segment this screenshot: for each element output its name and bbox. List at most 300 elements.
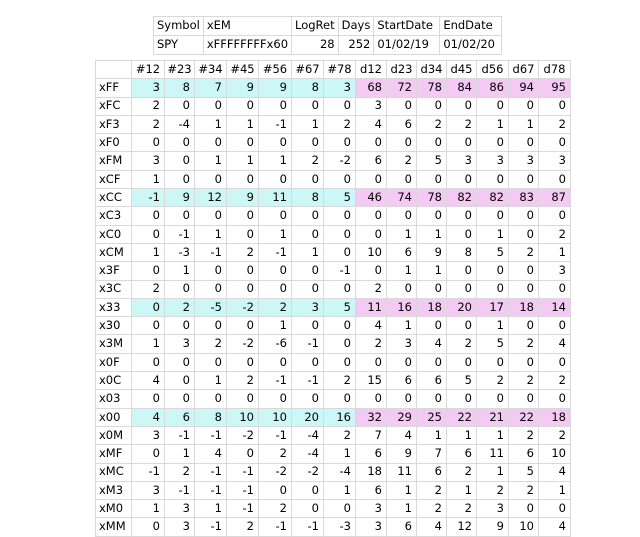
table-cell: 2 [539,225,571,243]
table-cell: 1 [539,481,571,499]
table-cell: 0 [509,134,539,152]
table-cell: 20 [292,408,324,426]
table-cell: 4 [356,317,387,335]
table-cell: 0 [227,170,259,188]
table-cell: 0 [417,390,447,408]
table-row [96,79,571,97]
table-cell: 1 [165,445,195,463]
table-cell: 18 [356,463,387,481]
table-cell: 11 [356,298,387,316]
table-cell: 0 [477,207,509,225]
table-cell: 4 [539,463,571,481]
table-cell: 3 [356,518,387,536]
table-cell: 1 [417,262,447,280]
table-cell: -1 [227,481,259,499]
table-row [96,481,571,499]
table-cell: -1 [132,189,165,207]
table-cell: 0 [324,335,356,353]
column-header: #23 [165,61,195,79]
table-cell: 8 [292,79,324,97]
table-cell: 1 [259,225,292,243]
table-cell: 22 [447,408,477,426]
table-cell: 4 [539,518,571,536]
table-cell: 4 [195,445,227,463]
table-cell: 0 [259,170,292,188]
column-header: #78 [324,61,356,79]
table-cell: 1 [132,335,165,353]
table-cell: 0 [292,134,324,152]
table-cell: 0 [292,500,324,518]
table-cell: 9 [387,445,417,463]
table-cell: 82 [477,189,509,207]
table-cell: 0 [387,353,417,371]
table-cell: 2 [509,243,539,261]
row-label: x33 [96,298,132,316]
table-cell: 0 [324,317,356,335]
table-cell: 18 [539,408,571,426]
table-cell: 0 [324,280,356,298]
table-cell: 3 [165,500,195,518]
table-cell: 0 [509,97,539,115]
table-cell: 0 [324,134,356,152]
table-cell: 0 [417,170,447,188]
column-header: d78 [539,61,571,79]
table-cell: 0 [259,134,292,152]
table-cell: 2 [324,115,356,133]
row-label: x03 [96,390,132,408]
row-label: x0F [96,353,132,371]
column-header: #56 [259,61,292,79]
table-cell: 0 [165,170,195,188]
table-cell: 6 [417,463,447,481]
table-cell: 0 [356,390,387,408]
table-cell: 0 [324,353,356,371]
row-label: xMM [96,518,132,536]
table-cell: 86 [477,79,509,97]
table-cell: 2 [447,463,477,481]
table-cell: 1 [132,170,165,188]
table-cell: 9 [165,189,195,207]
table-cell: 0 [447,262,477,280]
table-cell: 0 [539,97,571,115]
table-cell: 1 [477,426,509,444]
table-cell: 0 [132,134,165,152]
table-cell: 0 [509,170,539,188]
table-cell: 8 [165,79,195,97]
table-cell: 11 [259,189,292,207]
table-cell: 0 [447,280,477,298]
table-cell: 2 [477,481,509,499]
table-cell: 9 [477,518,509,536]
table-cell: 1 [387,500,417,518]
table-cell: 1 [477,463,509,481]
table-cell: 3 [387,335,417,353]
table-cell: 6 [509,445,539,463]
table-row [96,207,571,225]
table-cell: 3 [539,152,571,170]
table-cell: -2 [227,426,259,444]
table-cell: 4 [132,408,165,426]
table-cell: 9 [259,79,292,97]
table-cell: -4 [324,463,356,481]
table-cell: 4 [539,335,571,353]
table-cell: 20 [447,298,477,316]
table-cell: 2 [509,426,539,444]
table-cell: 1 [324,481,356,499]
table-cell: -1 [165,481,195,499]
table-cell: 0 [324,225,356,243]
table-cell: 0 [195,280,227,298]
row-label: x3C [96,280,132,298]
corner-cell [96,61,132,79]
table-cell: 0 [292,225,324,243]
summary-enddate-value: 01/02/20 [440,36,502,55]
table-cell: 1 [447,481,477,499]
table-cell: -1 [195,243,227,261]
column-header: d45 [447,61,477,79]
table-cell: 7 [195,79,227,97]
table-cell: 1 [195,372,227,390]
table-cell: 5 [324,298,356,316]
table-cell: 0 [356,353,387,371]
table-cell: 11 [387,463,417,481]
row-label: xCM [96,243,132,261]
table-cell: 0 [417,207,447,225]
table-cell: 0 [132,207,165,225]
summary-header-row [154,17,502,36]
table-cell: -5 [195,298,227,316]
table-cell: 0 [539,390,571,408]
table-cell: 2 [259,500,292,518]
table-cell: 1 [477,225,509,243]
table-cell: 0 [165,152,195,170]
table-cell: 1 [132,500,165,518]
table-cell: 0 [259,390,292,408]
table-cell: 0 [539,280,571,298]
summary-header-enddate: EndDate [440,17,502,36]
table-cell: 0 [387,390,417,408]
table-cell: 0 [227,225,259,243]
table-cell: 2 [132,115,165,133]
table-row [96,408,571,426]
table-cell: 0 [447,225,477,243]
table-cell: 9 [227,79,259,97]
table-cell: 0 [539,500,571,518]
table-cell: 0 [132,353,165,371]
table-cell: 11 [477,445,509,463]
row-label: xFM [96,152,132,170]
table-cell: 3 [132,481,165,499]
table-row [96,353,571,371]
table-cell: 10 [356,243,387,261]
table-cell: -2 [259,463,292,481]
table-cell: 87 [539,189,571,207]
table-cell: 0 [324,170,356,188]
table-cell: -3 [324,518,356,536]
table-cell: -1 [195,481,227,499]
table-cell: 0 [417,353,447,371]
table-cell: -1 [165,225,195,243]
table-cell: 0 [417,317,447,335]
table-cell: 0 [324,97,356,115]
column-header: d34 [417,61,447,79]
table-cell: 6 [387,372,417,390]
row-label: xMC [96,463,132,481]
table-cell: 16 [387,298,417,316]
table-cell: 0 [132,262,165,280]
table-cell: 0 [195,262,227,280]
table-cell: 72 [387,79,417,97]
table-cell: 1 [292,243,324,261]
table-cell: -1 [195,518,227,536]
table-cell: 0 [447,390,477,408]
table-cell: 32 [356,408,387,426]
table-cell: 3 [477,500,509,518]
table-cell: 0 [132,298,165,316]
table-cell: 82 [447,189,477,207]
table-cell: -2 [324,152,356,170]
table-row [96,243,571,261]
table-cell: 4 [132,372,165,390]
table-cell: 2 [477,372,509,390]
table-cell: 2 [227,372,259,390]
table-cell: 2 [356,335,387,353]
summary-header-logret: LogRet [292,17,339,36]
table-cell: 2 [417,481,447,499]
table-cell: 0 [292,262,324,280]
table-cell: 2 [387,152,417,170]
table-cell: 3 [356,97,387,115]
table-cell: 0 [477,97,509,115]
summary-header-xem: xEM [203,17,291,36]
table-cell: 2 [539,426,571,444]
table-cell: -1 [259,115,292,133]
table-cell: 0 [165,317,195,335]
table-cell: 0 [195,207,227,225]
table-cell: 4 [417,518,447,536]
table-cell: 0 [227,445,259,463]
table-cell: 1 [477,317,509,335]
table-cell: -1 [165,426,195,444]
table-row [96,115,571,133]
table-cell: 10 [509,518,539,536]
table-cell: 84 [447,79,477,97]
table-cell: -2 [227,298,259,316]
table-cell: 1 [165,262,195,280]
table-cell: 2 [259,298,292,316]
table-cell: 0 [227,134,259,152]
table-cell: 1 [387,262,417,280]
table-cell: 0 [165,390,195,408]
table-row [96,134,571,152]
table-cell: 1 [539,243,571,261]
table-cell: 2 [324,426,356,444]
table-cell: 7 [356,426,387,444]
table-cell: 1 [195,225,227,243]
table-cell: 0 [195,97,227,115]
table-cell: 0 [509,500,539,518]
table-cell: 0 [292,97,324,115]
table-cell: 6 [417,372,447,390]
table-cell: 0 [356,207,387,225]
table-cell: 3 [356,500,387,518]
table-cell: 0 [324,207,356,225]
table-cell: 3 [165,518,195,536]
table-cell: 0 [539,353,571,371]
table-cell: 0 [227,353,259,371]
table-cell: 4 [356,115,387,133]
row-label: xC3 [96,207,132,225]
table-cell: 2 [227,243,259,261]
table-cell: 12 [447,518,477,536]
table-cell: 6 [447,445,477,463]
column-header: #45 [227,61,259,79]
table-cell: -1 [259,372,292,390]
table-cell: 1 [195,152,227,170]
table-cell: 5 [324,189,356,207]
row-label: x00 [96,408,132,426]
table-cell: 0 [387,207,417,225]
table-cell: -1 [227,500,259,518]
table-cell: 3 [539,262,571,280]
table-cell: 0 [387,170,417,188]
table-cell: 0 [227,280,259,298]
table-cell: 3 [447,152,477,170]
table-cell: 0 [132,445,165,463]
table-cell: 2 [227,518,259,536]
table-cell: 0 [387,134,417,152]
table-cell: 2 [447,335,477,353]
table-row [96,189,571,207]
table-row [96,262,571,280]
table-cell: 9 [227,189,259,207]
table-cell: 3 [165,335,195,353]
column-header: #67 [292,61,324,79]
table-cell: 0 [227,262,259,280]
table-row [96,426,571,444]
table-cell: 0 [195,134,227,152]
table-row [96,463,571,481]
table-cell: 95 [539,79,571,97]
table-cell: 3 [509,152,539,170]
table-cell: -1 [195,463,227,481]
table-cell: 2 [292,152,324,170]
table-cell: 0 [356,170,387,188]
table-cell: 2 [165,298,195,316]
table-cell: 0 [132,225,165,243]
table-cell: 6 [356,481,387,499]
table-cell: -1 [259,426,292,444]
table-cell: -1 [292,335,324,353]
table-cell: 6 [356,445,387,463]
table-cell: 3 [132,79,165,97]
table-cell: -4 [165,115,195,133]
row-label: xCF [96,170,132,188]
table-cell: 2 [132,97,165,115]
table-cell: -1 [324,262,356,280]
table-cell: 1 [195,500,227,518]
table-cell: 0 [477,170,509,188]
table-cell: 1 [387,481,417,499]
table-cell: 2 [447,115,477,133]
table-cell: 1 [132,243,165,261]
table-cell: 5 [477,243,509,261]
table-cell: 10 [259,408,292,426]
table-cell: 8 [195,408,227,426]
table-cell: 2 [259,445,292,463]
column-header: #12 [132,61,165,79]
summary-days-value: 252 [338,36,374,55]
row-label: xM0 [96,500,132,518]
table-cell: 22 [509,408,539,426]
table-cell: 0 [292,481,324,499]
table-row [96,97,571,115]
table-cell: 4 [417,335,447,353]
table-cell: 2 [447,500,477,518]
table-cell: 0 [195,390,227,408]
table-cell: 12 [195,189,227,207]
table-cell: 0 [292,170,324,188]
table-cell: 74 [387,189,417,207]
table-cell: 1 [259,317,292,335]
table-cell: 1 [195,115,227,133]
row-label: xF3 [96,115,132,133]
table-cell: 0 [447,353,477,371]
table-cell: 1 [324,445,356,463]
column-header: #34 [195,61,227,79]
table-row [96,372,571,390]
table-cell: 2 [356,280,387,298]
table-cell: 17 [477,298,509,316]
table-cell: 6 [165,408,195,426]
table-cell: 0 [447,207,477,225]
table-cell: -2 [227,335,259,353]
table-cell: 2 [165,463,195,481]
summary-header-startdate: StartDate [374,17,440,36]
table-cell: 0 [259,97,292,115]
table-cell: 2 [417,115,447,133]
table-cell: 0 [292,207,324,225]
column-header: d67 [509,61,539,79]
table-cell: -2 [292,463,324,481]
table-cell: 0 [195,353,227,371]
table-cell: 2 [539,115,571,133]
table-row [96,500,571,518]
table-row [96,518,571,536]
row-label: x3M [96,335,132,353]
table-cell: 1 [259,152,292,170]
column-header: d56 [477,61,509,79]
table-cell: 25 [417,408,447,426]
table-cell: -4 [292,445,324,463]
table-cell: 1 [447,426,477,444]
table-row [96,445,571,463]
table-cell: 0 [387,280,417,298]
table-cell: 5 [447,372,477,390]
table-cell: 0 [324,390,356,408]
table-cell: 0 [356,134,387,152]
table-cell: 0 [539,207,571,225]
table-cell: 0 [132,317,165,335]
table-cell: 9 [417,243,447,261]
table-cell: -6 [259,335,292,353]
summary-value-row [154,36,502,55]
table-cell: 6 [387,115,417,133]
table-cell: 14 [539,298,571,316]
table-cell: 1 [227,152,259,170]
table-cell: 0 [324,243,356,261]
table-cell: 0 [195,170,227,188]
